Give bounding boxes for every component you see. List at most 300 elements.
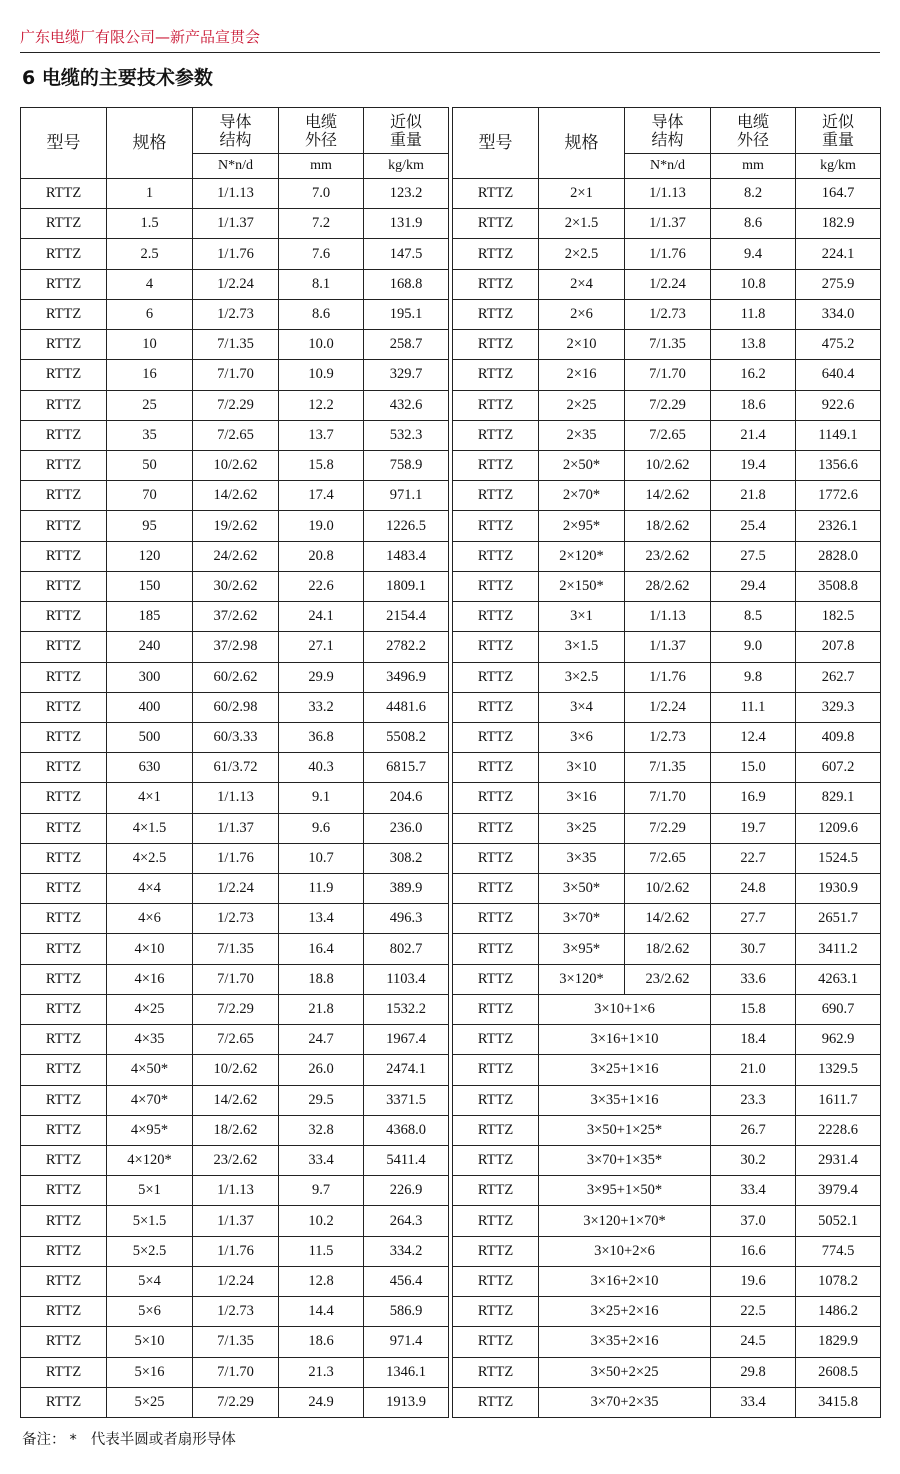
cell-model: RTTZ [453, 1206, 539, 1236]
cell-structure: 18/2.62 [625, 934, 711, 964]
cell-spec: 240 [107, 632, 193, 662]
table-row [453, 299, 881, 329]
header-structure: 导体 结构 [625, 108, 711, 154]
cell-weight: 607.2 [796, 753, 881, 783]
cell-spec: 2×35 [539, 420, 625, 450]
cell-model: RTTZ [21, 1236, 107, 1266]
table-row [21, 299, 449, 329]
table-row [21, 783, 449, 813]
cell-diameter: 13.4 [279, 904, 364, 934]
cell-structure: 7/1.35 [625, 753, 711, 783]
cell-structure: 1/2.73 [193, 299, 279, 329]
cell-diameter: 7.0 [279, 179, 364, 209]
table-row [453, 994, 881, 1024]
cell-structure: 23/2.62 [625, 541, 711, 571]
cell-diameter: 37.0 [711, 1206, 796, 1236]
cell-model: RTTZ [21, 209, 107, 239]
cell-model: RTTZ [453, 360, 539, 390]
cell-diameter: 16.2 [711, 360, 796, 390]
cell-spec: 1.5 [107, 209, 193, 239]
cell-spec: 25 [107, 390, 193, 420]
cell-weight: 2651.7 [796, 904, 881, 934]
cell-model: RTTZ [453, 420, 539, 450]
cell-model: RTTZ [453, 390, 539, 420]
cell-structure: 10/2.62 [193, 1055, 279, 1085]
cell-diameter: 27.1 [279, 632, 364, 662]
cell-model: RTTZ [453, 1146, 539, 1176]
cell-diameter: 23.3 [711, 1085, 796, 1115]
cell-diameter: 11.9 [279, 874, 364, 904]
cell-weight: 409.8 [796, 722, 881, 752]
cell-weight: 389.9 [364, 874, 449, 904]
cell-spec: 10 [107, 330, 193, 360]
cell-structure: 7/2.29 [193, 390, 279, 420]
cell-diameter: 33.4 [279, 1146, 364, 1176]
cell-structure: 7/2.65 [193, 420, 279, 450]
cell-model: RTTZ [21, 964, 107, 994]
table-row [21, 662, 449, 692]
cell-weight: 971.1 [364, 481, 449, 511]
cell-spec: 2×50* [539, 450, 625, 480]
note-text: 代表半圆或者扇形导体 [90, 1432, 236, 1448]
cell-diameter: 21.3 [279, 1357, 364, 1387]
cell-diameter: 24.9 [279, 1387, 364, 1417]
cell-spec: 3×16 [539, 783, 625, 813]
cell-spec: 4×70* [107, 1085, 193, 1115]
cell-weight: 308.2 [364, 843, 449, 873]
table-row [21, 390, 449, 420]
table-row [21, 722, 449, 752]
cell-weight: 1483.4 [364, 541, 449, 571]
unit-diameter: mm [279, 154, 364, 179]
cell-diameter: 24.7 [279, 1025, 364, 1055]
header-structure: 导体 结构 [193, 108, 279, 154]
cell-spec: 5×10 [107, 1327, 193, 1357]
cell-diameter: 17.4 [279, 481, 364, 511]
cell-model: RTTZ [453, 239, 539, 269]
note-label: 备注： [22, 1432, 66, 1448]
cell-diameter: 18.4 [711, 1025, 796, 1055]
table-row [453, 209, 881, 239]
table-row [453, 269, 881, 299]
cell-structure: 60/2.62 [193, 662, 279, 692]
cell-weight: 1930.9 [796, 874, 881, 904]
cell-model: RTTZ [453, 692, 539, 722]
cell-model: RTTZ [453, 1266, 539, 1296]
cell-spec: 3×95+1×50* [539, 1176, 711, 1206]
cell-model: RTTZ [21, 692, 107, 722]
cell-spec: 5×25 [107, 1387, 193, 1417]
cell-model: RTTZ [453, 330, 539, 360]
cell-weight: 275.9 [796, 269, 881, 299]
cell-weight: 922.6 [796, 390, 881, 420]
cell-diameter: 15.0 [711, 753, 796, 783]
table-row [453, 1146, 881, 1176]
cell-spec: 630 [107, 753, 193, 783]
cell-structure: 7/2.29 [193, 994, 279, 1024]
cell-diameter: 30.7 [711, 934, 796, 964]
cell-weight: 3496.9 [364, 662, 449, 692]
cell-structure: 7/1.70 [625, 783, 711, 813]
cell-spec: 2×150* [539, 571, 625, 601]
cell-structure: 10/2.62 [193, 450, 279, 480]
table-row [21, 813, 449, 843]
cell-model: RTTZ [453, 511, 539, 541]
cell-weight: 204.6 [364, 783, 449, 813]
cell-spec: 2×120* [539, 541, 625, 571]
cell-spec: 2×95* [539, 511, 625, 541]
cell-model: RTTZ [453, 209, 539, 239]
cell-spec: 5×1 [107, 1176, 193, 1206]
cell-structure: 1/2.73 [193, 904, 279, 934]
cell-diameter: 8.6 [279, 299, 364, 329]
table-row [453, 571, 881, 601]
cell-diameter: 18.6 [711, 390, 796, 420]
cell-weight: 5508.2 [364, 722, 449, 752]
cell-spec: 70 [107, 481, 193, 511]
cell-weight: 1524.5 [796, 843, 881, 873]
cell-model: RTTZ [21, 1055, 107, 1085]
cell-diameter: 15.8 [711, 994, 796, 1024]
cell-spec: 3×16+1×10 [539, 1025, 711, 1055]
cell-model: RTTZ [453, 904, 539, 934]
cell-structure: 1/1.13 [193, 179, 279, 209]
cell-spec: 3×120+1×70* [539, 1206, 711, 1236]
cell-spec: 5×1.5 [107, 1206, 193, 1236]
cell-diameter: 19.4 [711, 450, 796, 480]
cell-diameter: 30.2 [711, 1146, 796, 1176]
table-row [21, 541, 449, 571]
cell-model: RTTZ [21, 1327, 107, 1357]
cell-structure: 1/2.73 [625, 722, 711, 752]
cell-model: RTTZ [453, 1357, 539, 1387]
cell-model: RTTZ [453, 602, 539, 632]
cell-spec: 3×16+2×10 [539, 1266, 711, 1296]
table-row [21, 1085, 449, 1115]
cell-model: RTTZ [21, 420, 107, 450]
cell-structure: 1/1.13 [193, 1176, 279, 1206]
cell-structure: 1/1.76 [625, 662, 711, 692]
cell-structure: 1/1.37 [193, 209, 279, 239]
table-row [21, 1176, 449, 1206]
cell-model: RTTZ [21, 662, 107, 692]
table-row [453, 239, 881, 269]
table-row [453, 1357, 881, 1387]
cell-weight: 532.3 [364, 420, 449, 450]
cell-diameter: 12.2 [279, 390, 364, 420]
cell-weight: 168.8 [364, 269, 449, 299]
cell-diameter: 29.8 [711, 1357, 796, 1387]
cell-weight: 2931.4 [796, 1146, 881, 1176]
cell-structure: 14/2.62 [625, 481, 711, 511]
cell-diameter: 19.6 [711, 1266, 796, 1296]
cell-weight: 1829.9 [796, 1327, 881, 1357]
cell-model: RTTZ [21, 269, 107, 299]
cell-structure: 1/1.37 [193, 813, 279, 843]
table-row [453, 481, 881, 511]
table-row [453, 390, 881, 420]
cell-diameter: 29.5 [279, 1085, 364, 1115]
cell-structure: 7/1.35 [193, 934, 279, 964]
cell-weight: 3411.2 [796, 934, 881, 964]
cell-diameter: 33.4 [711, 1387, 796, 1417]
cell-spec: 4×10 [107, 934, 193, 964]
cell-diameter: 40.3 [279, 753, 364, 783]
table-row [453, 330, 881, 360]
cell-spec: 5×16 [107, 1357, 193, 1387]
cell-diameter: 8.2 [711, 179, 796, 209]
cell-structure: 7/1.35 [193, 330, 279, 360]
cell-spec: 3×70+1×35* [539, 1146, 711, 1176]
cell-model: RTTZ [21, 571, 107, 601]
cell-model: RTTZ [453, 269, 539, 299]
cell-model: RTTZ [453, 934, 539, 964]
table-row [21, 904, 449, 934]
cell-spec: 4×6 [107, 904, 193, 934]
cell-model: RTTZ [453, 1236, 539, 1266]
cell-structure: 7/2.29 [193, 1387, 279, 1417]
cell-spec: 3×10+1×6 [539, 994, 711, 1024]
cell-diameter: 7.6 [279, 239, 364, 269]
cell-spec: 1 [107, 179, 193, 209]
cell-weight: 2782.2 [364, 632, 449, 662]
cell-structure: 7/1.70 [193, 360, 279, 390]
cell-weight: 1967.4 [364, 1025, 449, 1055]
cell-spec: 3×50+1×25* [539, 1115, 711, 1145]
cell-model: RTTZ [21, 843, 107, 873]
cell-diameter: 21.0 [711, 1055, 796, 1085]
cell-diameter: 10.0 [279, 330, 364, 360]
cell-diameter: 8.6 [711, 209, 796, 239]
cell-diameter: 19.7 [711, 813, 796, 843]
cell-structure: 23/2.62 [625, 964, 711, 994]
cell-model: RTTZ [453, 813, 539, 843]
cell-diameter: 16.6 [711, 1236, 796, 1266]
cell-weight: 207.8 [796, 632, 881, 662]
table-row [21, 450, 449, 480]
cell-model: RTTZ [453, 632, 539, 662]
cell-diameter: 22.5 [711, 1297, 796, 1327]
cell-diameter: 13.7 [279, 420, 364, 450]
cell-structure: 7/1.70 [193, 964, 279, 994]
cell-structure: 61/3.72 [193, 753, 279, 783]
cell-model: RTTZ [21, 1025, 107, 1055]
header-model: 型号 [453, 108, 539, 179]
cell-diameter: 10.8 [711, 269, 796, 299]
cell-model: RTTZ [453, 541, 539, 571]
cell-model: RTTZ [453, 1327, 539, 1357]
cell-spec: 3×70* [539, 904, 625, 934]
cell-spec: 2×25 [539, 390, 625, 420]
cell-spec: 185 [107, 602, 193, 632]
cell-spec: 3×120* [539, 964, 625, 994]
cell-diameter: 18.8 [279, 964, 364, 994]
table-row [21, 753, 449, 783]
cell-diameter: 21.8 [711, 481, 796, 511]
cell-spec: 5×2.5 [107, 1236, 193, 1266]
cell-weight: 774.5 [796, 1236, 881, 1266]
cell-diameter: 29.9 [279, 662, 364, 692]
cell-spec: 5×6 [107, 1297, 193, 1327]
cell-weight: 182.5 [796, 602, 881, 632]
cell-weight: 640.4 [796, 360, 881, 390]
cell-diameter: 22.7 [711, 843, 796, 873]
table-row [21, 1146, 449, 1176]
cell-weight: 496.3 [364, 904, 449, 934]
cell-diameter: 24.1 [279, 602, 364, 632]
cell-diameter: 9.8 [711, 662, 796, 692]
cell-diameter: 9.6 [279, 813, 364, 843]
table-row [453, 632, 881, 662]
cell-diameter: 16.9 [711, 783, 796, 813]
cell-weight: 3979.4 [796, 1176, 881, 1206]
cell-model: RTTZ [21, 299, 107, 329]
cell-diameter: 21.8 [279, 994, 364, 1024]
cell-spec: 4×95* [107, 1115, 193, 1145]
cell-structure: 7/1.70 [193, 1357, 279, 1387]
cell-structure: 1/1.13 [625, 602, 711, 632]
cell-weight: 195.1 [364, 299, 449, 329]
cell-model: RTTZ [21, 1085, 107, 1115]
cell-spec: 2×1.5 [539, 209, 625, 239]
table-row [21, 571, 449, 601]
cell-spec: 120 [107, 541, 193, 571]
cell-weight: 4481.6 [364, 692, 449, 722]
cell-structure: 7/2.65 [625, 843, 711, 873]
table-row [453, 179, 881, 209]
cell-weight: 4263.1 [796, 964, 881, 994]
cell-spec: 3×4 [539, 692, 625, 722]
table-row [453, 722, 881, 752]
cell-spec: 400 [107, 692, 193, 722]
cell-model: RTTZ [453, 843, 539, 873]
cell-structure: 10/2.62 [625, 874, 711, 904]
cell-structure: 60/3.33 [193, 722, 279, 752]
cell-structure: 23/2.62 [193, 1146, 279, 1176]
cell-weight: 432.6 [364, 390, 449, 420]
cell-weight: 6815.7 [364, 753, 449, 783]
cell-diameter: 8.1 [279, 269, 364, 299]
cell-spec: 6 [107, 299, 193, 329]
cell-spec: 2×70* [539, 481, 625, 511]
table-row [453, 1025, 881, 1055]
table-row [453, 843, 881, 873]
cell-diameter: 27.7 [711, 904, 796, 934]
cell-spec: 3×35+2×16 [539, 1327, 711, 1357]
header-spec: 规格 [107, 108, 193, 179]
cell-structure: 1/1.13 [193, 783, 279, 813]
unit-weight: kg/km [364, 154, 449, 179]
cell-diameter: 10.9 [279, 360, 364, 390]
cell-structure: 19/2.62 [193, 511, 279, 541]
cell-model: RTTZ [453, 1055, 539, 1085]
cell-diameter: 11.8 [711, 299, 796, 329]
table-row [453, 964, 881, 994]
cell-weight: 456.4 [364, 1266, 449, 1296]
table-row [453, 450, 881, 480]
cell-spec: 4×2.5 [107, 843, 193, 873]
header-diameter: 电缆 外径 [711, 108, 796, 154]
cell-model: RTTZ [453, 1387, 539, 1417]
cell-model: RTTZ [21, 934, 107, 964]
cell-model: RTTZ [21, 450, 107, 480]
cell-model: RTTZ [453, 964, 539, 994]
cell-model: RTTZ [21, 179, 107, 209]
cell-weight: 971.4 [364, 1327, 449, 1357]
cell-spec: 16 [107, 360, 193, 390]
table-row [453, 602, 881, 632]
cell-weight: 1356.6 [796, 450, 881, 480]
cell-structure: 1/1.37 [193, 1206, 279, 1236]
cell-spec: 3×25+2×16 [539, 1297, 711, 1327]
cell-diameter: 24.8 [711, 874, 796, 904]
table-row [453, 1085, 881, 1115]
cell-weight: 1103.4 [364, 964, 449, 994]
cell-weight: 1226.5 [364, 511, 449, 541]
cell-spec: 3×10+2×6 [539, 1236, 711, 1266]
cell-diameter: 9.7 [279, 1176, 364, 1206]
cell-weight: 2474.1 [364, 1055, 449, 1085]
table-row [453, 1387, 881, 1417]
table-row [21, 1266, 449, 1296]
cell-spec: 2×10 [539, 330, 625, 360]
table-body-left [21, 179, 449, 1418]
table-row [21, 420, 449, 450]
cell-structure: 1/2.73 [625, 299, 711, 329]
cell-model: RTTZ [21, 1357, 107, 1387]
cell-model: RTTZ [453, 481, 539, 511]
cell-spec: 4×1.5 [107, 813, 193, 843]
cell-weight: 1329.5 [796, 1055, 881, 1085]
table-row [453, 904, 881, 934]
table-row [21, 239, 449, 269]
table-row [21, 481, 449, 511]
cell-spec: 2×2.5 [539, 239, 625, 269]
cell-weight: 4368.0 [364, 1115, 449, 1145]
cell-weight: 475.2 [796, 330, 881, 360]
cell-weight: 1149.1 [796, 420, 881, 450]
cell-weight: 3415.8 [796, 1387, 881, 1417]
cell-weight: 3508.8 [796, 571, 881, 601]
cell-model: RTTZ [21, 602, 107, 632]
table-row [453, 783, 881, 813]
cell-model: RTTZ [453, 450, 539, 480]
table-row [21, 934, 449, 964]
cell-diameter: 15.8 [279, 450, 364, 480]
cell-model: RTTZ [453, 1085, 539, 1115]
cell-weight: 2154.4 [364, 602, 449, 632]
header-model: 型号 [21, 108, 107, 179]
table-row [453, 1206, 881, 1236]
header-diameter: 电缆 外径 [279, 108, 364, 154]
spec-tables [20, 107, 880, 1423]
cell-model: RTTZ [21, 511, 107, 541]
cell-diameter: 32.8 [279, 1115, 364, 1145]
cell-weight: 264.3 [364, 1206, 449, 1236]
cell-spec: 4×4 [107, 874, 193, 904]
cell-spec: 4×1 [107, 783, 193, 813]
cell-weight: 962.9 [796, 1025, 881, 1055]
cell-weight: 131.9 [364, 209, 449, 239]
header-weight: 近似 重量 [796, 108, 881, 154]
cell-diameter: 24.5 [711, 1327, 796, 1357]
cell-spec: 500 [107, 722, 193, 752]
cell-diameter: 14.4 [279, 1297, 364, 1327]
cell-structure: 1/1.37 [625, 632, 711, 662]
unit-weight: kg/km [796, 154, 881, 179]
table-row [21, 1025, 449, 1055]
table-row [453, 360, 881, 390]
